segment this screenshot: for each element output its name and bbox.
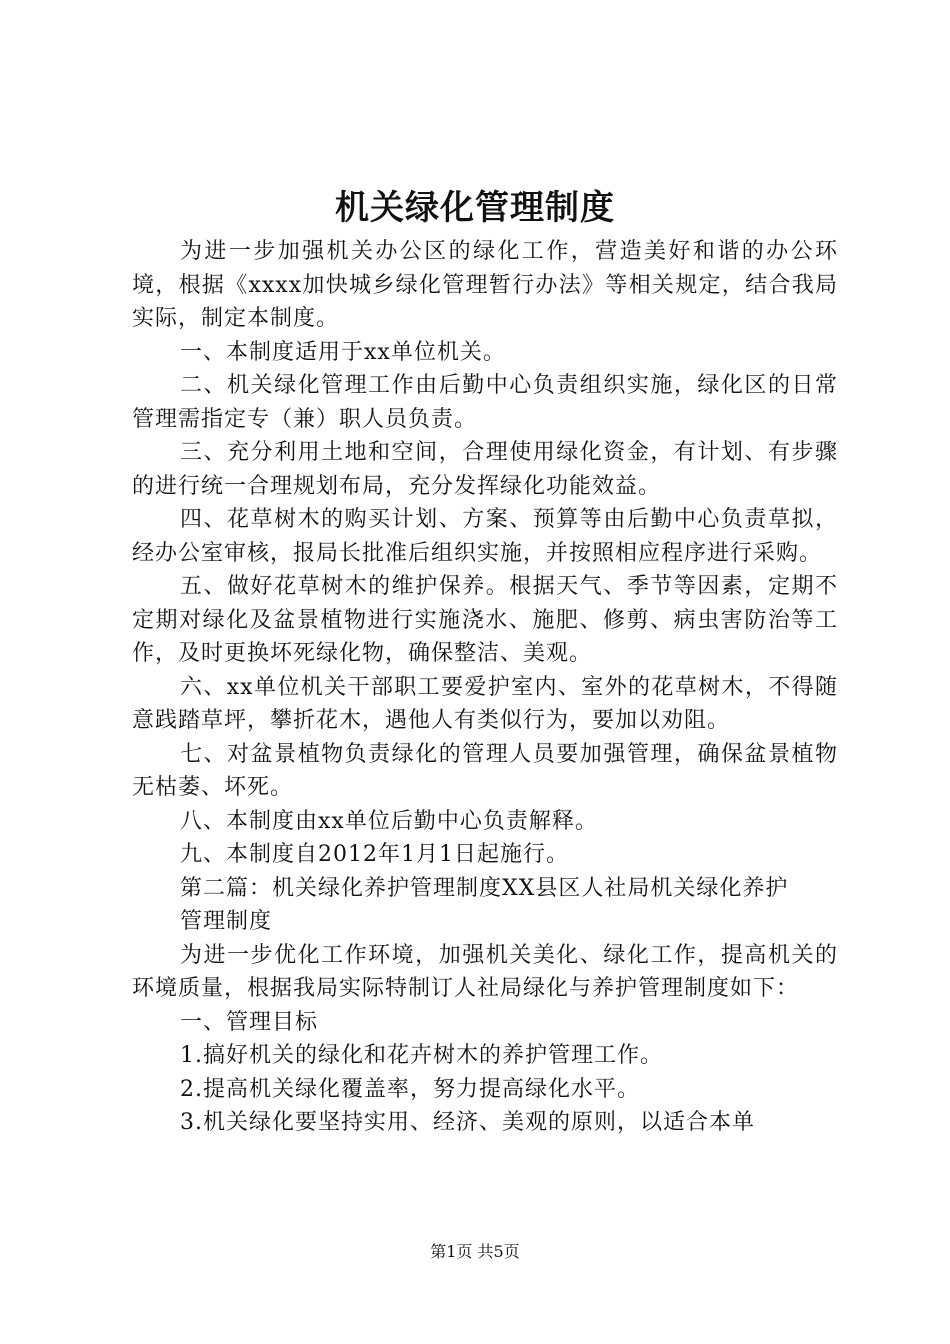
paragraph-item-8: 八、本制度由xx单位后勤中心负责解释。 — [180, 808, 598, 834]
paragraph-item-3: 三、充分利用土地和空间，合理使用绿化资金，有计划、有步骤的进行统一合理规划布局，充分发挥绿化功能效益。 — [132, 440, 838, 499]
paragraph-goal-3: 3.机关绿化要坚持实用、经济、美观的原则，以适合本单 — [180, 1110, 755, 1135]
paragraph-second-part-subheading: 管理制度 — [180, 909, 273, 934]
paragraph-second-part-intro: 为进一步优化工作环境，加强机关美化、绿化工作，提高机关的环境质量，根据我局实际特制订人社局绿化与养护管理制度如下： — [132, 942, 838, 1001]
paragraph-goal-1: 1.搞好机关的绿化和花卉树木的养护管理工作。 — [180, 1043, 663, 1068]
paragraph-item-1: 一、本制度适用于xx单位机关。 — [180, 339, 506, 365]
paragraph-item-4: 四、花草树木的购买计划、方案、预算等由后勤中心负责草拟，经办公室审核，报局长批准后组织实施，并按照相应程序进行采购。 — [132, 507, 838, 566]
document-body — [132, 235, 838, 1140]
document-title: 机关绿化管理制度 — [335, 188, 615, 228]
paragraph-second-part-heading: 第二篇：机关绿化养护管理制度XX县区人社局机关绿化养护 — [180, 875, 789, 901]
paragraph-item-5: 五、做好花草树木的维护保养。根据天气、季节等因素，定期不定期对绿化及盆景植物进行实施浇水、施肥、修剪、病虫害防治等工作，及时更换坏死绿化物，确保整洁、美观。 — [132, 574, 838, 666]
paragraph-goal-2: 2.提高机关绿化覆盖率，努力提高绿化水平。 — [180, 1076, 640, 1102]
paragraph-item-9: 九、本制度自2012年1月1日起施行。 — [180, 842, 569, 867]
paragraph-item-2: 二、机关绿化管理工作由后勤中心负责组织实施，绿化区的日常管理需指定专（兼）职人员负责。 — [132, 373, 838, 432]
paragraph-item-7: 七、对盆景植物负责绿化的管理人员要加强管理，确保盆景植物无枯萎、坏死。 — [132, 741, 838, 800]
paragraph-intro: 为进一步加强机关办公区的绿化工作，营造美好和谐的办公环境，根据《xxxx加快城乡绿化管理暂行办法》等相关规定，结合我局实际，制定本制度。 — [132, 239, 838, 331]
paragraph-item-6: 六、xx单位机关干部职工要爱护室内、室外的花草树木，不得随意践踏草坪，攀折花木，遇他人有类似行为，要加以劝阻。 — [132, 674, 838, 733]
paragraph-section-heading: 一、管理目标 — [180, 1009, 319, 1035]
page-footer: 第1页 共5页 — [430, 1242, 520, 1261]
